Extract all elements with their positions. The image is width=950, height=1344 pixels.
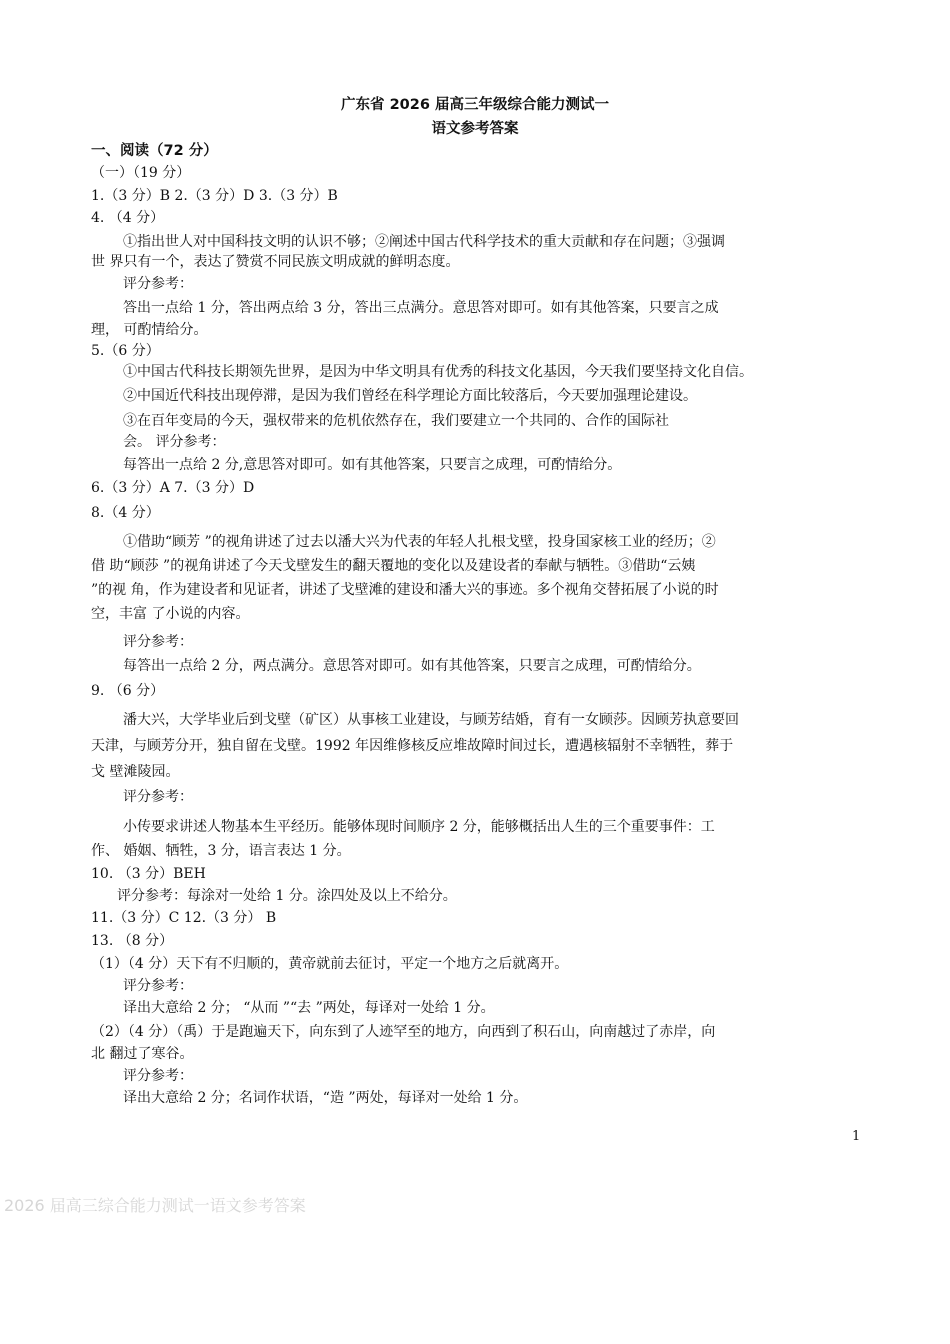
text-line: ③在百年变局的今天，强权带来的危机依然存在，我们要建立一个共同的、合作的国际社	[123, 413, 669, 429]
text-line: 理， 可酌情给分。	[91, 322, 208, 338]
text-line: 借 助“顾莎 ”的视角讲述了今天戈壁发生的翻天覆地的变化以及建设者的奉献与牺牲。③借助“云姨	[91, 558, 696, 574]
text-line: 13. （8 分）	[91, 933, 174, 949]
text-line: 戈 壁滩陵园。	[91, 764, 180, 780]
section-heading: 一、阅读（72 分）	[91, 143, 218, 159]
text-line: 5.（6 分）	[91, 343, 160, 359]
text-line: 会。 评分参考：	[123, 434, 226, 450]
text-line: 每答出一点给 2 分,意思答对即可。如有其他答案，只要言之成理，可酌情给分。	[123, 457, 622, 473]
text-line: 译出大意给 2 分；名词作状语，“造 ”两处，每译对一处给 1 分。	[123, 1090, 528, 1106]
text-line: ”的视 角，作为建设者和见证者，讲述了戈壁滩的建设和潘大兴的事迹。多个视角交替拓展了小说的时	[91, 582, 719, 598]
text-line: 天津，与顾芳分开，独自留在戈壁。1992 年因维修核反应堆故障时间过长，遭遇核辐射不幸牺牲，葬于	[91, 738, 734, 754]
text-line: 小传要求讲述人物基本生平经历。能够体现时间顺序 2 分，能够概括出人生的三个重要事件：工	[123, 819, 715, 835]
text-line: ②中国近代科技出现停滞，是因为我们曾经在科学理论方面比较落后，今天要加强理论建设。	[123, 388, 697, 404]
text-line: ①借助“顾芳 ”的视角讲述了过去以潘大兴为代表的年轻人扎根戈壁，投身国家核工业的经历；②	[123, 534, 716, 550]
text-line: ①中国古代科技长期领先世界，是因为中华文明具有优秀的科技文化基因，今天我们要坚持文化自信。	[123, 364, 753, 380]
text-line: 世 界只有一个，表达了赞赏不同民族文明成就的鲜明态度。	[91, 254, 460, 270]
text-line: （一）（19 分）	[91, 165, 191, 181]
text-line: 10. （3 分）BEH	[91, 866, 206, 882]
text-line: （2）（4 分）（禹）于是跑遍天下，向东到了人迹罕至的地方，向西到了积石山，向南越过了赤岸，向	[91, 1024, 716, 1040]
watermark-text: 2026 届高三综合能力测试一语文参考答案	[4, 1196, 306, 1215]
text-line: 译出大意给 2 分； “从而 ”“去 ”两处，每译对一处给 1 分。	[123, 1000, 495, 1016]
text-line: 4. （4 分）	[91, 210, 165, 226]
text-line: 评分参考：每涂对一处给 1 分。涂四处及以上不给分。	[117, 888, 457, 904]
text-line: 答出一点给 1 分，答出两点给 3 分，答出三点满分。意思答对即可。如有其他答案，只要言之成	[123, 300, 719, 316]
text-line: 每答出一点给 2 分，两点满分。意思答对即可。如有其他答案，只要言之成理，可酌情给分。	[123, 658, 701, 674]
text-line: 评分参考：	[123, 634, 193, 650]
text-line: 空，丰富 了小说的内容。	[91, 606, 250, 622]
text-line: 评分参考：	[123, 978, 193, 994]
text-line: （1）（4 分）天下有不归顺的，黄帝就前去征讨，平定一个地方之后就离开。	[91, 956, 569, 972]
text-line: 北 翻过了寒谷。	[91, 1046, 194, 1062]
text-line: 8.（4 分）	[91, 505, 160, 521]
page-number: 1	[852, 1129, 861, 1144]
document-title: 广东省 2026 届高三年级综合能力测试一	[341, 97, 609, 113]
text-line: 评分参考：	[123, 276, 193, 292]
text-line: 1.（3 分）B 2.（3 分）D 3.（3 分）B	[91, 188, 338, 204]
text-line: 6.（3 分）A 7.（3 分）D	[91, 480, 255, 496]
text-line: 9. （6 分）	[91, 683, 165, 699]
text-line: 11.（3 分）C 12.（3 分） B	[91, 910, 277, 926]
text-line: 评分参考：	[123, 789, 193, 805]
text-line: 潘大兴，大学毕业后到戈壁（矿区）从事核工业建设，与顾芳结婚，育有一女顾莎。因顾芳执意要回	[123, 712, 739, 728]
document-subtitle: 语文参考答案	[431, 121, 519, 137]
text-line: 评分参考：	[123, 1068, 193, 1084]
text-line: ①指出世人对中国科技文明的认识不够；②阐述中国古代科学技术的重大贡献和存在问题；③强调	[123, 234, 725, 250]
text-line: 作、 婚姻、牺牲，3 分，语言表达 1 分。	[91, 843, 351, 859]
